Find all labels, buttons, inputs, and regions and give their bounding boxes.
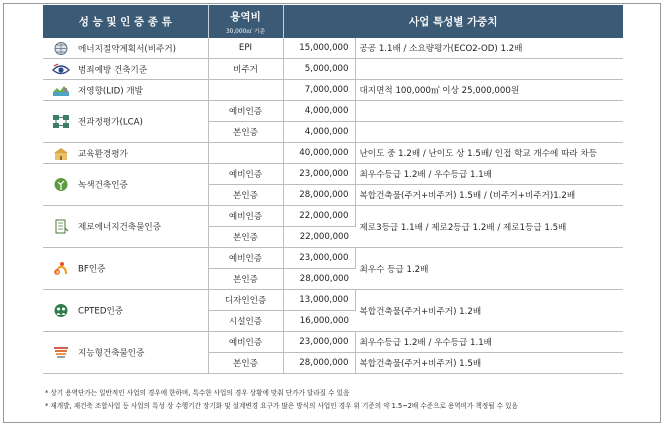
row-weight-cell	[355, 122, 623, 143]
table-row	[43, 332, 623, 353]
header-weight: 사업 특성별 가중치	[283, 5, 623, 38]
row-cost-cell: 23,000,000	[283, 164, 355, 185]
row-sub-cell: 예비인증	[208, 206, 283, 227]
table-row	[43, 101, 623, 122]
table-header-row	[43, 5, 623, 38]
row-sub-cell: 시설인증	[208, 311, 283, 332]
table-row	[43, 164, 623, 185]
row-cost-cell: 15,000,000	[283, 38, 355, 59]
intelligent-building-icon	[52, 345, 70, 360]
row-name-cell: 범죄예방 건축기준	[43, 59, 208, 80]
row-sub-cell	[208, 80, 283, 101]
row-cost-cell: 28,000,000	[283, 185, 355, 206]
row-cost-cell: 5,000,000	[283, 59, 355, 80]
row-sub-cell: 본인증	[208, 185, 283, 206]
row-name-cell: 에너지절약계획서(비주거)	[43, 38, 208, 59]
row-weight-cell: 복합건축물(주거+비주거) 1.2배	[355, 290, 623, 332]
row-sub-cell: 디자인인증	[208, 290, 283, 311]
row-weight-cell: 최우수등급 1.2배 / 우수등급 1.1배	[355, 164, 623, 185]
row-name-cell: 제로에너지건축물인증	[43, 206, 208, 248]
row-weight-cell	[355, 101, 623, 122]
row-name-cell: CPTED인증	[43, 290, 208, 332]
table-row	[43, 80, 623, 101]
row-weight-cell: 난이도 중 1.2배 / 난이도 상 1.5배/ 인접 학교 개수에 따라 차등	[355, 143, 623, 164]
row-weight-cell: 대지면적 100,000㎡ 이상 25,000,000원	[355, 80, 623, 101]
row-name-cell: 녹색건축인증	[43, 164, 208, 206]
lca-recycle-icon	[52, 114, 70, 129]
row-sub-cell: EPI	[208, 38, 283, 59]
row-weight-cell: 최우수 등급 1.2배	[355, 248, 623, 290]
row-sub-cell: 예비인증	[208, 332, 283, 353]
row-cost-cell: 22,000,000	[283, 227, 355, 248]
row-cost-cell: 28,000,000	[283, 269, 355, 290]
row-weight-cell: 최우수등급 1.2배 / 우수등급 1.1배	[355, 332, 623, 353]
row-cost-cell: 22,000,000	[283, 206, 355, 227]
energy-globe-icon	[52, 41, 70, 56]
table-row	[43, 290, 623, 311]
row-cost-cell: 4,000,000	[283, 101, 355, 122]
school-building-icon	[52, 146, 70, 161]
row-sub-cell: 예비인증	[208, 164, 283, 185]
row-weight-cell: 공공 1.1배 / 소요량평가(ECO2-OD) 1.2배	[355, 38, 623, 59]
row-name-cell: BF인증	[43, 248, 208, 290]
row-cost-cell: 7,000,000	[283, 80, 355, 101]
row-cost-cell: 40,000,000	[283, 143, 355, 164]
row-cost-cell: 4,000,000	[283, 122, 355, 143]
row-cost-cell: 23,000,000	[283, 248, 355, 269]
row-sub-cell: 예비인증	[208, 101, 283, 122]
bf-person-icon	[52, 261, 70, 276]
row-weight-cell: 복합건축물(주거+비주거) 1.5배	[355, 353, 623, 374]
table-row	[43, 38, 623, 59]
header-cost-unit: 30,000㎡ 기준	[225, 28, 266, 35]
row-sub-cell	[208, 143, 283, 164]
footnote-2: * 재개발, 재건축 조합사업 등 사업의 특성 상 수행기간 장기화 및 설계변경 요구가 많은 방식의 사업인 경우 위 기준의 약 1.5~2배 수준으로 용역비가 책정될 수 있음	[45, 402, 518, 410]
row-weight-cell: 제로3등급 1.1배 / 제로2등급 1.2배 / 제로1등급 1.5배	[355, 206, 623, 248]
header-cost-label: 용역비	[230, 10, 261, 23]
row-weight-cell	[355, 59, 623, 80]
row-sub-cell: 본인증	[208, 353, 283, 374]
row-sub-cell: 본인증	[208, 269, 283, 290]
row-sub-cell: 본인증	[208, 122, 283, 143]
footnote-1: * 상기 용역단가는 일반적인 사업의 경우에 한하며, 특수한 사업의 경우 상황에 맞춰 단가가 달라질 수 있음	[45, 389, 350, 397]
row-name-cell: 교육환경평가	[43, 143, 208, 164]
row-sub-cell: 비주거	[208, 59, 283, 80]
table-row	[43, 143, 623, 164]
table-row	[43, 59, 623, 80]
table-row	[43, 248, 623, 269]
crime-prevention-eye-icon	[52, 62, 70, 77]
row-name-cell: 저영향(LID) 개발	[43, 80, 208, 101]
header-category: 성 능 및 인 증 종 류	[43, 5, 208, 38]
cpted-shield-icon	[52, 303, 70, 318]
table-row	[43, 206, 623, 227]
green-tree-icon	[52, 177, 70, 192]
row-cost-cell: 28,000,000	[283, 353, 355, 374]
row-cost-cell: 23,000,000	[283, 332, 355, 353]
row-sub-cell: 본인증	[208, 227, 283, 248]
row-cost-cell: 16,000,000	[283, 311, 355, 332]
row-name-cell: 전과정평가(LCA)	[43, 101, 208, 143]
zero-energy-doc-icon	[52, 219, 70, 234]
row-cost-cell: 13,000,000	[283, 290, 355, 311]
row-name-cell: 지능형건축물인증	[43, 332, 208, 374]
header-cost	[208, 5, 283, 38]
lid-landscape-icon	[52, 83, 70, 98]
certification-cost-table	[43, 5, 623, 374]
footnotes	[45, 387, 518, 413]
row-weight-cell: 복합건축물(주거+비주거) 1.5배 / (비주거+비주거)1.2배	[355, 185, 623, 206]
row-sub-cell: 예비인증	[208, 248, 283, 269]
